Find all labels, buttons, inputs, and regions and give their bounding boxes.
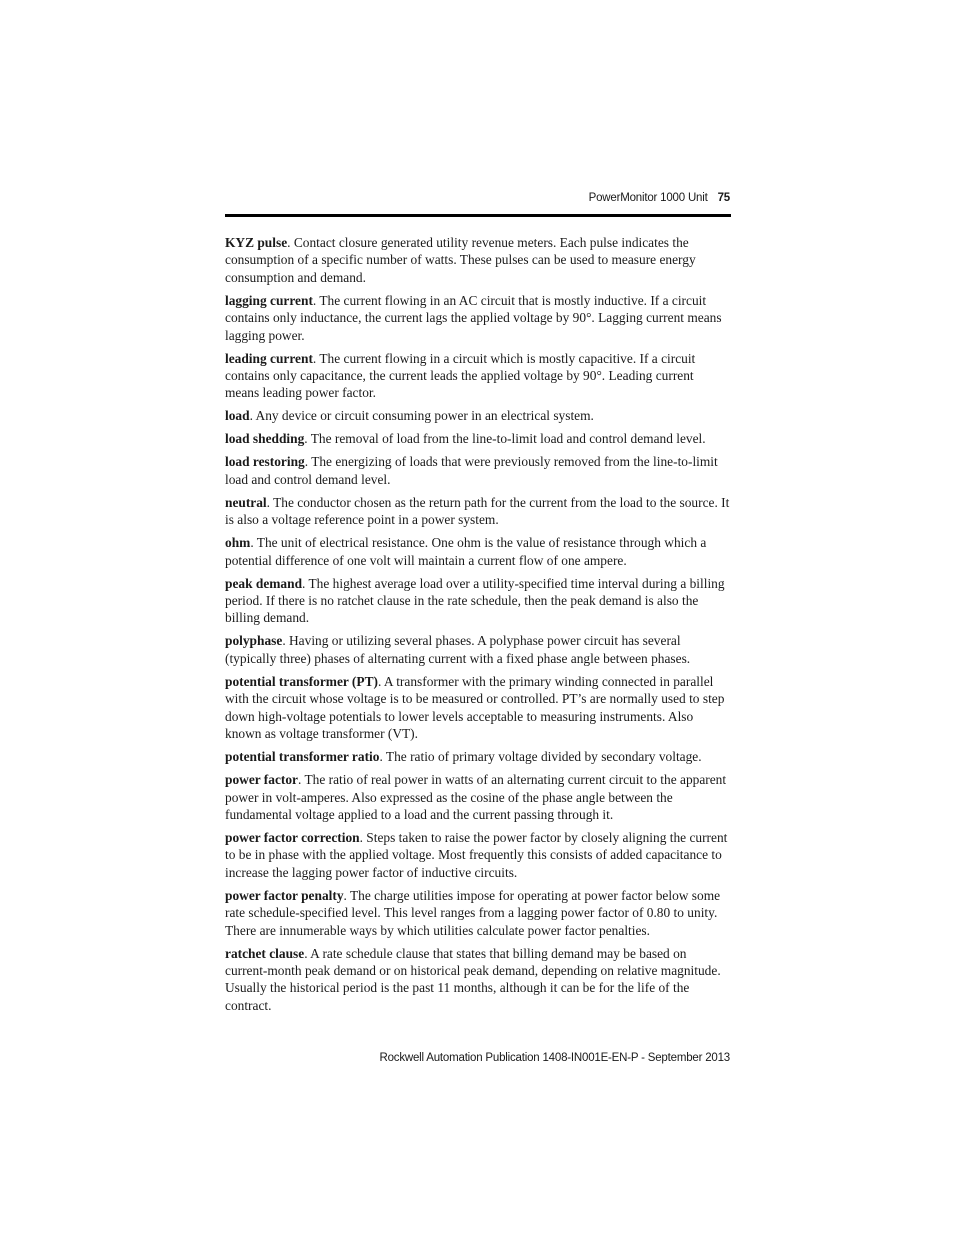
glossary-entry-neutral	[225, 494, 731, 529]
glossary-entry-load	[225, 407, 731, 424]
glossary-entry-peak-demand	[225, 575, 731, 627]
glossary-definition: . The current flowing in an AC circuit that is mostly inductive. If a circuit contains only inductance, the current lags the applied voltage by 90°. Lagging current means lagging power.	[225, 292, 722, 343]
glossary-entry-load-restoring	[225, 453, 731, 488]
glossary-entry-power-factor	[225, 771, 731, 823]
glossary-term: load	[225, 408, 250, 424]
glossary-term: potential transformer ratio	[225, 749, 380, 765]
glossary-entry-ohm	[225, 534, 731, 569]
glossary-definition: . Steps taken to raise the power factor by closely aligning the current to be in phase with the applied voltage. Most frequently this consists of added capacitance to increase the lagging power factor of inductive circuits.	[225, 829, 728, 880]
glossary-definition: . The ratio of real power in watts of an alternating current circuit to the apparent power in volt-amperes. Also expressed as the cosine of the phase angle between the fundamental voltage applied to a load and the current passing through it.	[225, 772, 727, 822]
running-header	[225, 192, 730, 204]
glossary-term: power factor	[225, 772, 299, 788]
glossary-definition: . The conductor chosen as the return path for the current from the load to the source. It is also a voltage reference point in a power system.	[225, 494, 730, 528]
glossary-term: power factor penalty	[225, 887, 344, 903]
glossary-term: neutral	[225, 494, 267, 510]
glossary-definition: . The energizing of loads that were previously removed from the line-to-limit load and control demand level.	[225, 454, 718, 487]
glossary-term: peak demand	[225, 575, 303, 591]
glossary-definition: . The charge utilities impose for operating at power factor below some rate schedule-specified level. This level ranges from a lagging power factor of 0.80 to unity. There are innumerable ways by which utilities calculate power factor penalties.	[225, 887, 721, 938]
glossary-term: potential transformer (PT)	[225, 673, 378, 689]
glossary-term: KYZ pulse	[225, 235, 288, 250]
glossary-entry-power-factor-correction	[225, 829, 731, 881]
glossary-definition: . The highest average load over a utility-specified time interval during a billing period. If there is no ratchet clause in the rate schedule, then the peak demand is also the billing demand.	[225, 575, 725, 626]
publication-footer: Rockwell Automation Publication 1408-IN001E-EN-P - September 2013	[379, 1052, 730, 1064]
glossary-entry-power-factor-penalty	[225, 887, 731, 939]
glossary-entry-ratchet-clause	[225, 945, 731, 1015]
header-title: PowerMonitor 1000 Unit	[588, 192, 708, 204]
page-number: 75	[717, 192, 730, 204]
glossary-entry-lagging-current	[225, 292, 731, 344]
glossary-list	[225, 234, 731, 1020]
glossary-entry-potential-transformer-ratio	[225, 748, 731, 765]
glossary-term: load restoring	[225, 454, 305, 470]
glossary-entry-polyphase	[225, 632, 731, 667]
glossary-term: lagging current	[225, 292, 313, 308]
glossary-definition: . A rate schedule clause that states that billing demand may be based on current-month peak demand or on historical peak demand, depending on relative magnitude. Usually the historical period is the past 11 months, although it can be for the life of the contract.	[225, 945, 721, 1013]
glossary-definition: . Any device or circuit consuming power in an electrical system.	[249, 408, 594, 424]
glossary-entry-leading-current	[225, 350, 731, 402]
glossary-definition: . Contact closure generated utility revenue meters. Each pulse indicates the consumption of a specific number of watts. These pulses can be used to measure energy consumption and demand.	[225, 235, 696, 285]
glossary-entry-potential-transformer	[225, 673, 731, 743]
glossary-term: leading current	[225, 350, 313, 366]
glossary-definition: . A transformer with the primary winding connected in parallel with the circuit whose voltage is to be measured or controlled. PT’s are normally used to step down high-voltage potentials to lower levels acceptable to measuring instruments. Also known as voltage transformer (VT).	[225, 673, 725, 742]
header-rule	[225, 214, 731, 217]
glossary-definition: . The removal of load from the line-to-limit load and control demand level.	[304, 431, 706, 447]
glossary-term: power factor correction	[225, 829, 360, 845]
glossary-definition: . The unit of electrical resistance. One ohm is the value of resistance through which a potential difference of one volt will maintain a current flow of one ampere.	[225, 535, 707, 568]
glossary-term: ohm	[225, 535, 251, 551]
glossary-definition: . Having or utilizing several phases. A polyphase power circuit has several (typically three) phases of alternating current with a fixed phase angle between phases.	[225, 633, 691, 666]
glossary-entry-load-shedding	[225, 430, 731, 447]
glossary-entry-kyz-pulse	[225, 234, 731, 286]
glossary-term: ratchet clause	[225, 945, 305, 961]
glossary-term: polyphase	[225, 633, 283, 649]
glossary-definition: . The current flowing in a circuit which is mostly capacitive. If a circuit contains only capacitance, the current leads the applied voltage by 90°. Leading current means leading power factor.	[225, 350, 696, 401]
glossary-definition: . The ratio of primary voltage divided by secondary voltage.	[379, 749, 702, 765]
glossary-term: load shedding	[225, 431, 305, 447]
